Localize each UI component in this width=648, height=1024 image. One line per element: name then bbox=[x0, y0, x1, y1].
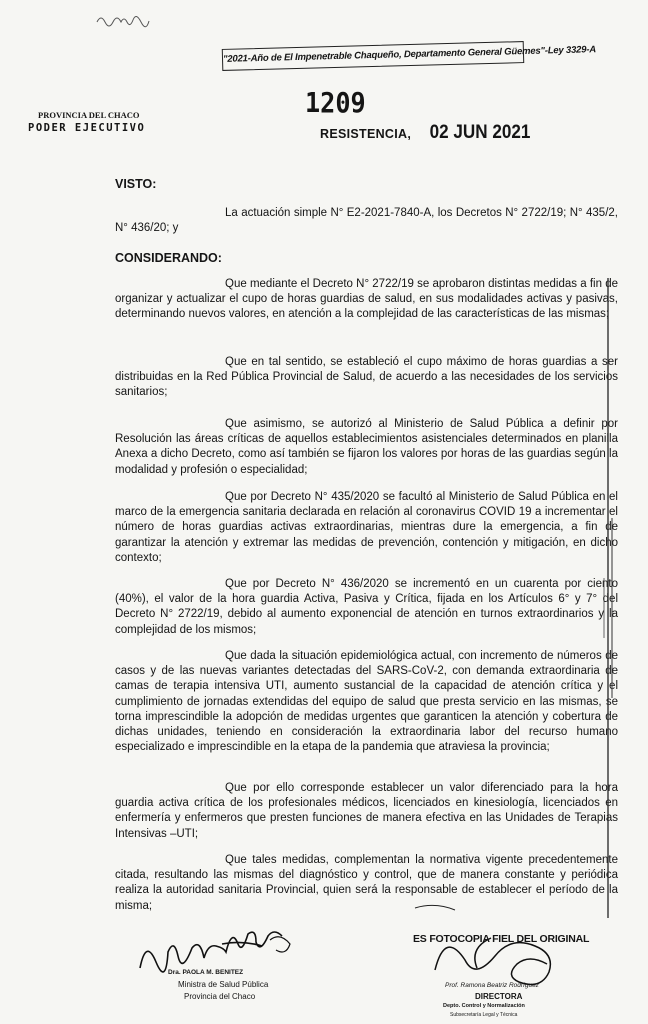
place-date bbox=[320, 122, 536, 144]
considerando-paragraph: Que dada la situación epidemiológica actual, con incremento de números de casos y de las nuevas variantes detectadas del SARS-CoV-2, con demanda extraordinaria de camas de terapia intensiva UTI, aumento sustancial de la capacidad de atención crítica y el cumplimiento de jornadas extendidas del equipo de salud que presta servicio en las mismas, se torna imprescindible la adopción de medidas urgentes que garanticen la atención y cobertura de dichas unidades, teniendo en consideración la extraordinaria labor del recurso humano especializado e imprescindible en la etapa de la pandemia que atraviesa la provincia; bbox=[115, 650, 618, 754]
date-stamp: 02 JUN 2021 bbox=[429, 122, 530, 143]
minister-name: Dra. PAOLA M. BENITEZ bbox=[168, 969, 244, 976]
place: RESISTENCIA, bbox=[320, 127, 412, 141]
considerando-paragraph: Que asimismo, se autorizó al Ministerio de Salud Pública a definir por Resolución las áreas críticas de aquellos establecimientos asistenciales determinados en planilla Anexa a dicho Decreto, como así también se fijaron los valores por horas de las guardias según la modalidad y profesión o especialidad; bbox=[115, 418, 618, 476]
considerando-paragraph: Que por Decreto N° 436/2020 se incrementó en un cuarenta por ciento (40%), el valor de la hora guardia Activa, Pasiva y Crítica, fijada en los Artículos 6° y 7° del Decreto N° 2722/19, debido al aumento exponencial de atención en turnos extraordinarios y la complejidad de los mismos; bbox=[115, 578, 618, 636]
director-department: Depto. Control y Normalización bbox=[443, 1003, 525, 1009]
considerando-paragraph: Que por ello corresponde establecer un valor diferenciado para la hora guardia activa crítica de los profesionales médicos, licenciados en kinesiología, licenciados en enfermería y enfermeros que presten funciones de manera efectiva en las Unidades de Terapias Intensivas –UTI; bbox=[115, 782, 618, 840]
considerando-paragraph: Que en tal sentido, se estableció el cupo máximo de horas guardias a ser distribuidas en la Red Pública Provincial de Salud, de acuerdo a las necesidades de los servicios sanitarios; bbox=[115, 356, 618, 399]
letterhead bbox=[28, 110, 145, 134]
visto-heading: VISTO: bbox=[115, 177, 157, 191]
photocopy-margin-marks bbox=[600, 278, 616, 918]
visto-text: La actuación simple N° E2-2021-7840-A, los Decretos N° 2722/19; N° 435/2, N° 436/20; y bbox=[115, 207, 618, 235]
certified-copy-text: ES FOTOCOPIA FIEL DEL ORIGINAL bbox=[413, 933, 590, 945]
considerando-paragraph: Que tales medidas, complementan la normativa vigente precedentemente citada, resultando las mismas del diagnóstico y control, que de manera constante y periódica realiza la autoridad sanitaria Provincial, quien será la responsable de establecer el período de la misma; bbox=[115, 854, 618, 912]
considerando-paragraph: Que mediante el Decreto N° 2722/19 se aprobaron distintas medidas a fin de organizar y actualizar el cupo de horas guardias de salud, en sus modalidades activas y pasivas, determinando nuevos valores, en atención a la complejidad de las características de las mismas; bbox=[115, 278, 618, 321]
director-subsecretariat: Subsecretaría Legal y Técnica bbox=[450, 1012, 518, 1018]
executive-power: PODER EJECUTIVO bbox=[28, 122, 146, 134]
considerando-heading: CONSIDERANDO: bbox=[115, 251, 222, 265]
year-motto-stamp: "2021-Año de El Impenetrable Chaqueño, Departamento General Güemes"-Ley 3329-A bbox=[222, 41, 524, 71]
considerando-paragraph: Que por Decreto N° 435/2020 se facultó al Ministerio de Salud Pública en el marco de la emergencia sanitaria declarada en relación al coronavirus COVID 19 a incrementar el número de horas guardias activas extraordinarias, mientras dure la emergencia, a fin de garantizar la atención y extremar las medidas de prevención, contención y mitigación, en dicho contexto; bbox=[115, 491, 618, 564]
minister-signature-block bbox=[120, 920, 360, 1024]
minister-province: Provincia del Chaco bbox=[184, 992, 256, 1001]
province-name: PROVINCIA DEL CHACO bbox=[38, 110, 140, 120]
decree-number: 1209 bbox=[305, 86, 366, 119]
minister-title: Ministra de Salud Pública bbox=[178, 980, 269, 989]
director-name: Prof. Ramona Beatriz Rodríguez bbox=[445, 982, 539, 989]
handwritten-scribble bbox=[95, 10, 155, 28]
director-role: DIRECTORA bbox=[475, 992, 523, 1001]
certification-stamp bbox=[405, 900, 605, 1024]
